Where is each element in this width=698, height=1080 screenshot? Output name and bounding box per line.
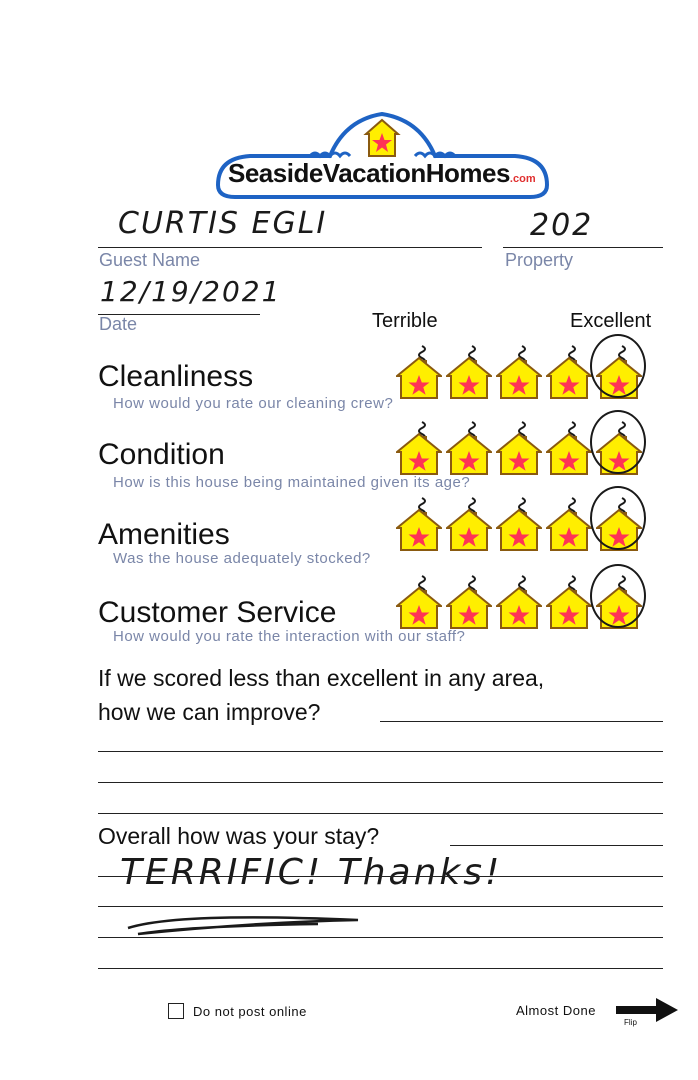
category-title: Condition xyxy=(98,438,225,471)
overall-answer: TERRIFIC! Thanks! xyxy=(120,852,503,893)
category-question: How would you rate our cleaning crew? xyxy=(113,395,394,412)
guest-name-label: Guest Name xyxy=(99,250,201,270)
house-rating-icon-2[interactable] xyxy=(446,496,492,552)
improve-question-line1: If we scored less than excellent in any area, xyxy=(98,665,545,691)
property-line xyxy=(503,247,663,248)
house-rating-row xyxy=(396,574,642,630)
improve-answer-line[interactable] xyxy=(98,751,663,752)
rating-amenities xyxy=(0,494,698,569)
house-rating-row xyxy=(396,344,642,400)
improve-answer-line[interactable] xyxy=(98,813,663,814)
property-label: Property xyxy=(505,250,574,270)
house-rating-icon-1[interactable] xyxy=(396,344,442,400)
category-question: How is this house being maintained given its age? xyxy=(113,474,471,491)
rating-cleanliness xyxy=(0,340,698,415)
guest-name-line xyxy=(98,247,482,248)
house-rating-icon-4[interactable] xyxy=(546,344,592,400)
improve-question-line2: how we can improve? xyxy=(98,699,321,725)
house-rating-icon-5[interactable] xyxy=(596,574,642,630)
house-rating-icon-5[interactable] xyxy=(596,496,642,552)
house-rating-icon-3[interactable] xyxy=(496,496,542,552)
do-not-post-checkbox[interactable] xyxy=(168,1003,184,1019)
house-rating-icon-1[interactable] xyxy=(396,574,442,630)
underline-scribble-icon xyxy=(118,908,378,938)
category-question: How would you rate the interaction with our staff? xyxy=(113,628,466,645)
house-rating-icon-2[interactable] xyxy=(446,420,492,476)
logo-brand-text: SeasideVacationHomes xyxy=(228,158,510,188)
overall-answer-line[interactable] xyxy=(98,876,663,877)
property-value: 202 xyxy=(530,208,594,243)
improve-answer-line[interactable] xyxy=(98,782,663,783)
house-rating-icon-1[interactable] xyxy=(396,496,442,552)
almost-done-label: Almost Done xyxy=(516,1003,596,1018)
overall-question: Overall how was your stay? xyxy=(98,823,380,849)
house-rating-icon-4[interactable] xyxy=(546,420,592,476)
house-rating-icon-5[interactable] xyxy=(596,420,642,476)
do-not-post-label: Do not post online xyxy=(193,1004,307,1019)
selected-rating-circle xyxy=(590,486,646,550)
category-title: Customer Service xyxy=(98,596,337,629)
overall-answer-line[interactable] xyxy=(98,937,663,938)
date-value: 12/19/2021 xyxy=(100,275,282,308)
selected-rating-circle xyxy=(590,410,646,474)
scale-excellent: Excellent xyxy=(570,310,652,332)
logo-suffix-text: .com xyxy=(509,173,536,185)
house-rating-icon-4[interactable] xyxy=(546,496,592,552)
guest-name-value: CURTIS EGLI xyxy=(118,206,328,241)
house-rating-row xyxy=(396,496,642,552)
category-question: Was the house adequately stocked? xyxy=(113,550,371,567)
house-rating-row xyxy=(396,420,642,476)
overall-answer-line[interactable] xyxy=(450,845,663,846)
house-rating-icon-1[interactable] xyxy=(396,420,442,476)
category-title: Cleanliness xyxy=(98,360,254,393)
overall-answer-line[interactable] xyxy=(98,906,663,907)
date-label: Date xyxy=(99,314,138,334)
house-rating-icon-3[interactable] xyxy=(496,344,542,400)
overall-answer-line[interactable] xyxy=(98,968,663,969)
scale-terrible: Terrible xyxy=(372,310,438,332)
rating-customer-service xyxy=(0,572,698,647)
rating-condition xyxy=(0,418,698,493)
selected-rating-circle xyxy=(590,564,646,628)
house-rating-icon-2[interactable] xyxy=(446,574,492,630)
improve-answer-line[interactable] xyxy=(380,721,663,722)
house-rating-icon-2[interactable] xyxy=(446,344,492,400)
logo xyxy=(210,100,555,200)
house-rating-icon-5[interactable] xyxy=(596,344,642,400)
selected-rating-circle xyxy=(590,334,646,398)
house-rating-icon-3[interactable] xyxy=(496,420,542,476)
house-rating-icon-4[interactable] xyxy=(546,574,592,630)
house-rating-icon-3[interactable] xyxy=(496,574,542,630)
flip-label: Flip xyxy=(624,1018,637,1027)
category-title: Amenities xyxy=(98,518,230,551)
